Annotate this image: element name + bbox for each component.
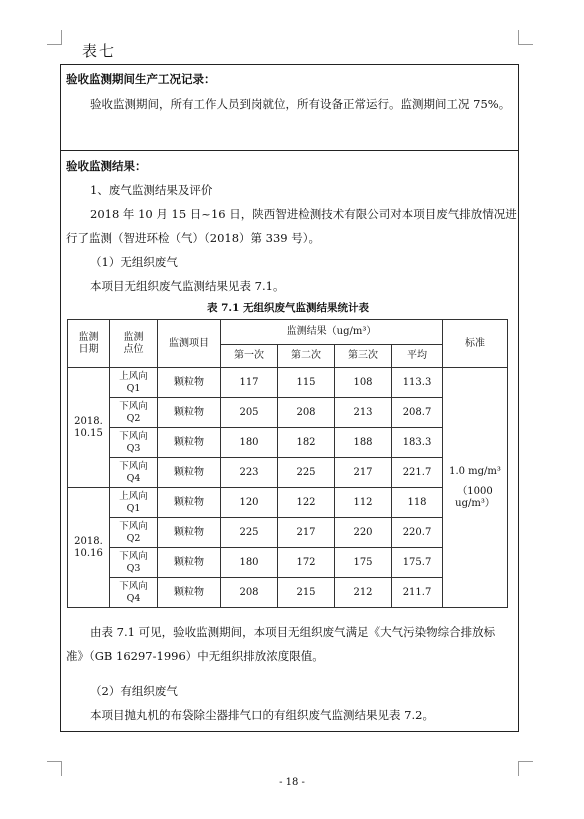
- value-cell: 220: [335, 518, 392, 548]
- results-paragraph-line-2: 行了监测（智进环检（气）（2018）第 339 号）。: [66, 231, 321, 245]
- table-row: [68, 428, 508, 458]
- page-corner-mark-top-left: [47, 30, 62, 45]
- table-row: [68, 368, 508, 398]
- value-cell: 120: [221, 488, 278, 518]
- conclusion-line-2: 准》（GB 16297-1996）中无组织排放浓度限值。: [66, 649, 324, 663]
- average-cell: 118: [392, 488, 443, 518]
- point-cell: 上风向 Q1: [110, 368, 158, 398]
- item-cell: 颗粒物: [158, 428, 221, 458]
- average-cell: 175.7: [392, 548, 443, 578]
- header-date: 监测 日期: [68, 320, 110, 368]
- item-cell: 颗粒物: [158, 578, 221, 608]
- value-cell: 112: [335, 488, 392, 518]
- page-corner-mark-top-right: [518, 30, 533, 45]
- item-cell: 颗粒物: [158, 368, 221, 398]
- value-cell: 215: [278, 578, 335, 608]
- average-cell: 113.3: [392, 368, 443, 398]
- value-cell: 213: [335, 398, 392, 428]
- see-table-note: 本项目无组织废气监测结果见表 7.1。: [90, 279, 285, 293]
- value-cell: 117: [221, 368, 278, 398]
- average-cell: 208.7: [392, 398, 443, 428]
- table-header-row: [68, 320, 508, 345]
- value-cell: 115: [278, 368, 335, 398]
- page-heading: 表七: [82, 42, 117, 60]
- value-cell: 217: [278, 518, 335, 548]
- point-cell: 下风向 Q2: [110, 518, 158, 548]
- value-cell: 208: [221, 578, 278, 608]
- header-point: 监测 点位: [110, 320, 158, 368]
- results-paragraph-line-1: 2018 年 10 月 15 日~16 日，陕西智进检测技术有限公司对本项目废气排放情况进: [90, 207, 517, 221]
- monitoring-results-table: [67, 319, 508, 608]
- header-average: 平均: [392, 345, 443, 368]
- date-cell: 2018. 10.15: [68, 368, 110, 488]
- value-cell: 180: [221, 428, 278, 458]
- table-row: [68, 518, 508, 548]
- header-item: 监测项目: [158, 320, 221, 368]
- point-cell: 上风向 Q1: [110, 488, 158, 518]
- value-cell: 225: [221, 518, 278, 548]
- point-cell: 下风向 Q3: [110, 548, 158, 578]
- item-cell: 颗粒物: [158, 488, 221, 518]
- average-cell: 211.7: [392, 578, 443, 608]
- table-caption: 表 7.1 无组织废气监测结果统计表: [206, 302, 370, 314]
- value-cell: 180: [221, 548, 278, 578]
- value-cell: 223: [221, 458, 278, 488]
- header-standard: 标准: [443, 320, 508, 368]
- value-cell: 108: [335, 368, 392, 398]
- table-row: [68, 548, 508, 578]
- value-cell: 225: [278, 458, 335, 488]
- value-cell: 172: [278, 548, 335, 578]
- header-second: 第二次: [278, 345, 335, 368]
- header-result: 监测结果（ug/m³）: [221, 320, 443, 345]
- value-cell: 208: [278, 398, 335, 428]
- point-cell: 下风向 Q4: [110, 578, 158, 608]
- standard-cell: 1.0 mg/m³ （1000 ug/m³）: [443, 368, 508, 608]
- page-corner-mark-bottom-right: [518, 761, 533, 776]
- unorganized-subheading: （1）无组织废气: [90, 255, 178, 269]
- header-third: 第三次: [335, 345, 392, 368]
- point-cell: 下风向 Q3: [110, 428, 158, 458]
- average-cell: 221.7: [392, 458, 443, 488]
- table-row: [68, 398, 508, 428]
- organized-text: 本项目抛丸机的布袋除尘器排气口的有组织废气监测结果见表 7.2。: [90, 708, 434, 722]
- item-cell: 颗粒物: [158, 518, 221, 548]
- item-cell: 颗粒物: [158, 458, 221, 488]
- value-cell: 122: [278, 488, 335, 518]
- value-cell: 205: [221, 398, 278, 428]
- item-cell: 颗粒物: [158, 548, 221, 578]
- results-subheading-exhaust: 1、废气监测结果及评价: [90, 183, 213, 197]
- value-cell: 182: [278, 428, 335, 458]
- value-cell: 188: [335, 428, 392, 458]
- header-first: 第一次: [221, 345, 278, 368]
- value-cell: 217: [335, 458, 392, 488]
- point-cell: 下风向 Q2: [110, 398, 158, 428]
- date-cell: 2018. 10.16: [68, 488, 110, 608]
- section-divider: [60, 150, 519, 151]
- average-cell: 183.3: [392, 428, 443, 458]
- table-row: [68, 578, 508, 608]
- page-corner-mark-bottom-left: [47, 761, 62, 776]
- average-cell: 220.7: [392, 518, 443, 548]
- conditions-title: 验收监测期间生产工况记录：: [66, 72, 216, 86]
- value-cell: 175: [335, 548, 392, 578]
- value-cell: 212: [335, 578, 392, 608]
- table-row: [68, 458, 508, 488]
- conditions-text: 验收监测期间，所有工作人员到岗就位，所有设备正常运行。监测期间工况 75%。: [90, 97, 511, 111]
- item-cell: 颗粒物: [158, 398, 221, 428]
- point-cell: 下风向 Q4: [110, 458, 158, 488]
- results-title: 验收监测结果：: [66, 159, 147, 173]
- page-number: - 18 -: [279, 777, 305, 788]
- conclusion-line-1: 由表 7.1 可见，验收监测期间，本项目无组织废气满足《大气污染物综合排放标: [90, 625, 496, 639]
- organized-subheading: （2）有组织废气: [90, 684, 178, 698]
- table-row: [68, 488, 508, 518]
